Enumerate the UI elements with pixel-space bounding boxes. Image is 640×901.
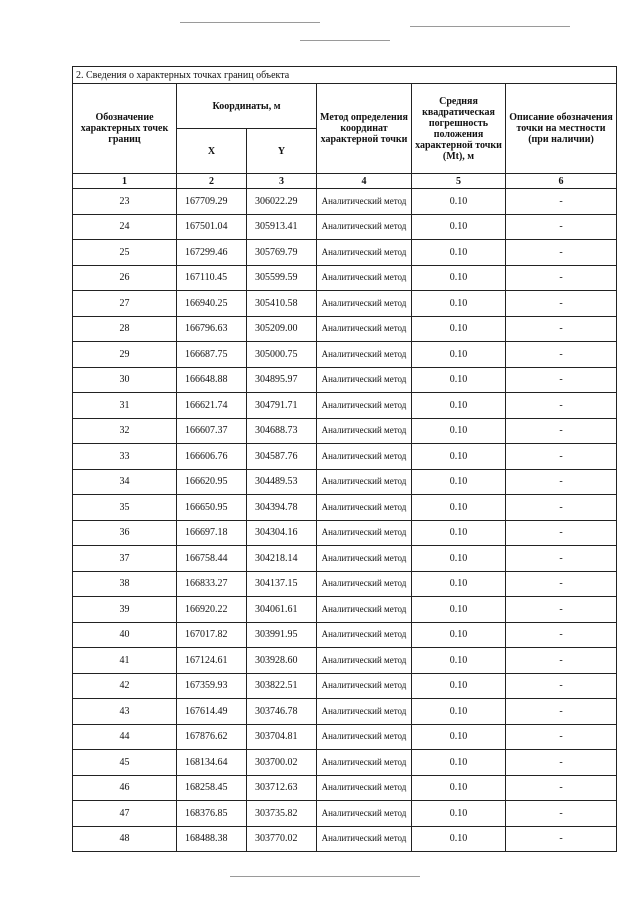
coord-y: 304061.61 (247, 597, 317, 623)
error-value: 0.10 (412, 826, 506, 852)
error-value: 0.10 (412, 801, 506, 827)
table-row (73, 342, 617, 368)
table-row (73, 214, 617, 240)
method: Аналитический метод (317, 546, 412, 572)
coord-y: 303704.81 (247, 724, 317, 750)
point-id: 47 (73, 801, 177, 827)
table-row (73, 316, 617, 342)
error-value: 0.10 (412, 597, 506, 623)
method: Аналитический метод (317, 673, 412, 699)
coord-y: 305410.58 (247, 291, 317, 317)
method: Аналитический метод (317, 342, 412, 368)
table-row (73, 597, 617, 623)
method: Аналитический метод (317, 597, 412, 623)
scan-artifact (180, 22, 320, 23)
point-id: 27 (73, 291, 177, 317)
description: - (506, 750, 617, 776)
method: Аналитический метод (317, 291, 412, 317)
point-id: 33 (73, 444, 177, 470)
description: - (506, 495, 617, 521)
coord-y: 304137.15 (247, 571, 317, 597)
description: - (506, 444, 617, 470)
table-row (73, 750, 617, 776)
coord-x: 166687.75 (177, 342, 247, 368)
table-row (73, 240, 617, 266)
table-row (73, 469, 617, 495)
coord-y: 305000.75 (247, 342, 317, 368)
point-id: 32 (73, 418, 177, 444)
coord-y: 305599.59 (247, 265, 317, 291)
coord-y: 304489.53 (247, 469, 317, 495)
method: Аналитический метод (317, 750, 412, 776)
method: Аналитический метод (317, 367, 412, 393)
method: Аналитический метод (317, 265, 412, 291)
error-value: 0.10 (412, 418, 506, 444)
point-id: 35 (73, 495, 177, 521)
description: - (506, 520, 617, 546)
point-id: 29 (73, 342, 177, 368)
method: Аналитический метод (317, 520, 412, 546)
point-id: 41 (73, 648, 177, 674)
column-number: 1 (73, 174, 177, 189)
coord-y: 306022.29 (247, 189, 317, 215)
table-row (73, 801, 617, 827)
coord-x: 166606.76 (177, 444, 247, 470)
description: - (506, 189, 617, 215)
table-body (73, 189, 617, 852)
table-row (73, 622, 617, 648)
description: - (506, 367, 617, 393)
table-row (73, 418, 617, 444)
error-value: 0.10 (412, 520, 506, 546)
point-id: 48 (73, 826, 177, 852)
table-row (73, 520, 617, 546)
coord-y: 304791.71 (247, 393, 317, 419)
coord-x: 166620.95 (177, 469, 247, 495)
description: - (506, 724, 617, 750)
coord-y: 303746.78 (247, 699, 317, 725)
point-id: 39 (73, 597, 177, 623)
description: - (506, 265, 617, 291)
error-value: 0.10 (412, 648, 506, 674)
point-id: 37 (73, 546, 177, 572)
column-number: 6 (506, 174, 617, 189)
coord-x: 167299.46 (177, 240, 247, 266)
coord-y: 304895.97 (247, 367, 317, 393)
table-row (73, 444, 617, 470)
coord-x: 168488.38 (177, 826, 247, 852)
error-value: 0.10 (412, 367, 506, 393)
coord-x: 167709.29 (177, 189, 247, 215)
coord-x: 166607.37 (177, 418, 247, 444)
description: - (506, 316, 617, 342)
coord-x: 166833.27 (177, 571, 247, 597)
coord-y: 303928.60 (247, 648, 317, 674)
point-id: 40 (73, 622, 177, 648)
column-number: 5 (412, 174, 506, 189)
method: Аналитический метод (317, 240, 412, 266)
description: - (506, 418, 617, 444)
scan-artifact (300, 40, 390, 41)
table-row (73, 189, 617, 215)
header-x: X (177, 129, 247, 174)
point-id: 44 (73, 724, 177, 750)
coord-x: 168258.45 (177, 775, 247, 801)
scan-artifact (230, 876, 420, 877)
error-value: 0.10 (412, 724, 506, 750)
description: - (506, 801, 617, 827)
point-id: 34 (73, 469, 177, 495)
table-row (73, 673, 617, 699)
coord-x: 167110.45 (177, 265, 247, 291)
coord-x: 167501.04 (177, 214, 247, 240)
coord-x: 166648.88 (177, 367, 247, 393)
header-y: Y (247, 129, 317, 174)
table-row (73, 775, 617, 801)
table-row (73, 699, 617, 725)
coord-y: 304394.78 (247, 495, 317, 521)
coord-y: 303991.95 (247, 622, 317, 648)
point-id: 42 (73, 673, 177, 699)
document-sheet (72, 66, 616, 852)
method: Аналитический метод (317, 699, 412, 725)
coord-x: 166650.95 (177, 495, 247, 521)
point-id: 24 (73, 214, 177, 240)
error-value: 0.10 (412, 444, 506, 470)
error-value: 0.10 (412, 342, 506, 368)
point-id: 43 (73, 699, 177, 725)
point-id: 25 (73, 240, 177, 266)
coord-x: 166697.18 (177, 520, 247, 546)
coord-x: 166796.63 (177, 316, 247, 342)
table-row (73, 393, 617, 419)
header-point-designation: Обозначение характерных точек границ (73, 84, 177, 174)
coord-y: 303712.63 (247, 775, 317, 801)
point-id: 36 (73, 520, 177, 546)
description: - (506, 571, 617, 597)
method: Аналитический метод (317, 393, 412, 419)
coord-y: 303735.82 (247, 801, 317, 827)
method: Аналитический метод (317, 622, 412, 648)
error-value: 0.10 (412, 393, 506, 419)
coord-x: 167614.49 (177, 699, 247, 725)
table-row (73, 367, 617, 393)
error-value: 0.10 (412, 622, 506, 648)
coord-y: 304218.14 (247, 546, 317, 572)
scan-artifact (410, 26, 570, 27)
coord-x: 167017.82 (177, 622, 247, 648)
method: Аналитический метод (317, 469, 412, 495)
coord-y: 304587.76 (247, 444, 317, 470)
coord-x: 166920.22 (177, 597, 247, 623)
table-row (73, 265, 617, 291)
coord-x: 168134.64 (177, 750, 247, 776)
error-value: 0.10 (412, 316, 506, 342)
point-id: 28 (73, 316, 177, 342)
method: Аналитический метод (317, 444, 412, 470)
boundary-points-table (72, 66, 617, 852)
error-value: 0.10 (412, 546, 506, 572)
error-value: 0.10 (412, 495, 506, 521)
table-row (73, 724, 617, 750)
table-row (73, 291, 617, 317)
coord-y: 305769.79 (247, 240, 317, 266)
error-value: 0.10 (412, 214, 506, 240)
coord-x: 166621.74 (177, 393, 247, 419)
description: - (506, 469, 617, 495)
section-title: 2. Сведения о характерных точках границ объекта (73, 67, 617, 84)
coord-x: 167124.61 (177, 648, 247, 674)
description: - (506, 240, 617, 266)
error-value: 0.10 (412, 775, 506, 801)
point-id: 46 (73, 775, 177, 801)
error-value: 0.10 (412, 699, 506, 725)
method: Аналитический метод (317, 189, 412, 215)
error-value: 0.10 (412, 750, 506, 776)
method: Аналитический метод (317, 648, 412, 674)
header-method: Метод определения координат характерной точки (317, 84, 412, 174)
error-value: 0.10 (412, 291, 506, 317)
method: Аналитический метод (317, 571, 412, 597)
point-id: 26 (73, 265, 177, 291)
point-id: 31 (73, 393, 177, 419)
description: - (506, 826, 617, 852)
method: Аналитический метод (317, 418, 412, 444)
method: Аналитический метод (317, 214, 412, 240)
column-number: 2 (177, 174, 247, 189)
description: - (506, 597, 617, 623)
description: - (506, 775, 617, 801)
error-value: 0.10 (412, 469, 506, 495)
error-value: 0.10 (412, 189, 506, 215)
method: Аналитический метод (317, 495, 412, 521)
description: - (506, 673, 617, 699)
column-number: 3 (247, 174, 317, 189)
header-coordinates: Координаты, м (177, 84, 317, 129)
point-id: 45 (73, 750, 177, 776)
error-value: 0.10 (412, 265, 506, 291)
description: - (506, 291, 617, 317)
method: Аналитический метод (317, 724, 412, 750)
table-row (73, 571, 617, 597)
error-value: 0.10 (412, 240, 506, 266)
point-id: 38 (73, 571, 177, 597)
coord-y: 303822.51 (247, 673, 317, 699)
coord-x: 166940.25 (177, 291, 247, 317)
error-value: 0.10 (412, 571, 506, 597)
description: - (506, 648, 617, 674)
column-number: 4 (317, 174, 412, 189)
coord-y: 304688.73 (247, 418, 317, 444)
description: - (506, 214, 617, 240)
header-description: Описание обозначения точки на местности (при наличии) (506, 84, 617, 174)
error-value: 0.10 (412, 673, 506, 699)
description: - (506, 699, 617, 725)
coord-x: 167359.93 (177, 673, 247, 699)
method: Аналитический метод (317, 316, 412, 342)
coord-x: 166758.44 (177, 546, 247, 572)
table-row (73, 546, 617, 572)
description: - (506, 342, 617, 368)
table-row (73, 495, 617, 521)
table-row (73, 648, 617, 674)
method: Аналитический метод (317, 775, 412, 801)
coord-x: 168376.85 (177, 801, 247, 827)
coord-y: 303700.02 (247, 750, 317, 776)
coord-y: 305913.41 (247, 214, 317, 240)
method: Аналитический метод (317, 801, 412, 827)
coord-y: 304304.16 (247, 520, 317, 546)
header-error: Средняя квадратическая погрешность положения характерной точки (Mt), м (412, 84, 506, 174)
point-id: 23 (73, 189, 177, 215)
method: Аналитический метод (317, 826, 412, 852)
coord-x: 167876.62 (177, 724, 247, 750)
table-row (73, 826, 617, 852)
coord-y: 303770.02 (247, 826, 317, 852)
coord-y: 305209.00 (247, 316, 317, 342)
description: - (506, 393, 617, 419)
description: - (506, 622, 617, 648)
point-id: 30 (73, 367, 177, 393)
description: - (506, 546, 617, 572)
